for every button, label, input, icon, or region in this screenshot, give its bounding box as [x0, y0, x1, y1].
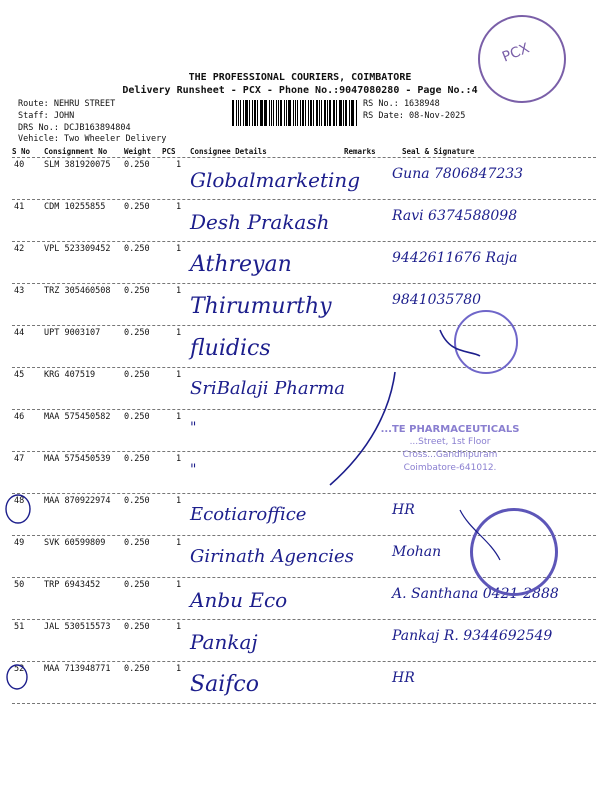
drs-text: DRS No.: DCJB163894804: [18, 123, 131, 133]
row-consignee-handwriting: Desh Prakash: [190, 210, 330, 234]
row-consignee-handwriting: Anbu Eco: [190, 588, 288, 612]
pharma-stamp-line1: ...TE PHARMACEUTICALS: [380, 424, 520, 435]
row-consignee-handwriting: Globalmarketing: [190, 168, 361, 192]
row-consignment-no: MAA 575450582: [44, 412, 111, 422]
row-weight: 0.250: [124, 664, 150, 674]
row-sno: 52: [14, 664, 25, 674]
row-consignee-handwriting: ": [190, 420, 197, 436]
row-consignee-handwriting: Ecotiaroffice: [190, 504, 307, 525]
row-consignment-no: VPL 523309452: [44, 244, 111, 254]
row-consignment-no: MAA 870922974: [44, 496, 111, 506]
row-pcs: 1: [176, 244, 182, 254]
row-signature: Mohan: [392, 544, 442, 560]
row-weight: 0.250: [124, 412, 150, 422]
row-consignee-handwriting: SriBalaji Pharma: [190, 378, 346, 399]
row-weight: 0.250: [124, 580, 150, 590]
row-signature: 9442611676 Raja: [392, 250, 518, 266]
col-consignee: Consignee Details: [190, 147, 267, 156]
rs-number: RS No.: 1638948: [363, 99, 440, 109]
row-weight: 0.250: [124, 244, 150, 254]
row-signature: Ravi 6374588098: [392, 208, 518, 224]
row-consignment-no: SVK 60599809: [44, 538, 106, 548]
row-sno: 49: [14, 538, 25, 548]
row-consignee-handwriting: Pankaj: [190, 630, 258, 654]
row-pcs: 1: [176, 412, 182, 422]
col-remarks: Remarks: [344, 147, 376, 156]
row-pcs: 1: [176, 286, 182, 296]
row-sno: 50: [14, 580, 25, 590]
row-pcs: 1: [176, 202, 182, 212]
col-pcs: PCS: [162, 147, 176, 156]
scribble-line: [330, 372, 395, 485]
row-consignment-no: TRP 6943452: [44, 580, 101, 590]
row-weight: 0.250: [124, 622, 150, 632]
row-signature: A. Santhana 0421-2888: [392, 586, 559, 602]
row-weight: 0.250: [124, 496, 150, 506]
circle-52-mark: [7, 665, 27, 689]
row-consignee-handwriting: Thirumurthy: [190, 294, 332, 319]
row-sno: 44: [14, 328, 25, 338]
rs-date: RS Date: 08-Nov-2025: [363, 111, 466, 121]
signature-scribble-49: [460, 510, 500, 560]
row-signature: HR: [392, 502, 415, 518]
row-consignee-handwriting: ": [190, 462, 197, 478]
row-pcs: 1: [176, 370, 182, 380]
row-pcs: 1: [176, 328, 182, 338]
staff-text: Staff: JOHN: [18, 111, 75, 121]
row-weight: 0.250: [124, 202, 150, 212]
row-consignment-no: TRZ 305460508: [44, 286, 111, 296]
row-weight: 0.250: [124, 538, 150, 548]
route-text: Route: NEHRU STREET: [18, 99, 116, 109]
row-pcs: 1: [176, 454, 182, 464]
row-consignment-no: MAA 575450539: [44, 454, 111, 464]
row-consignment-no: UPT 9003107: [44, 328, 101, 338]
row-sno: 43: [14, 286, 25, 296]
company-title: THE PROFESSIONAL COURIERS, COIMBATORE: [188, 72, 412, 83]
row-consignment-no: JAL 530515573: [44, 622, 111, 632]
col-consignment: Consignment No: [44, 147, 108, 156]
row-sno: 40: [14, 160, 25, 170]
row-pcs: 1: [176, 664, 182, 674]
pharma-stamp-line3: Cross...Gandhipuram: [402, 450, 498, 460]
row-sno: 46: [14, 412, 25, 422]
signature-scribble-44: [440, 330, 480, 356]
row-consignment-no: CDM 10255855: [44, 202, 106, 212]
row-pcs: 1: [176, 580, 182, 590]
pharma-stamp-line4: Coimbatore-641012.: [403, 463, 497, 473]
row-signature: Pankaj R. 9344692549: [392, 628, 553, 644]
row-sno: 48: [14, 496, 25, 506]
col-weight: Weight: [124, 147, 152, 156]
row-signature: HR: [392, 670, 415, 686]
row-weight: 0.250: [124, 286, 150, 296]
row-pcs: 1: [176, 496, 182, 506]
row-weight: 0.250: [124, 370, 150, 380]
circle-48-mark: [6, 495, 30, 523]
row-weight: 0.250: [124, 160, 150, 170]
row-weight: 0.250: [124, 328, 150, 338]
row-weight: 0.250: [124, 454, 150, 464]
row-consignee-handwriting: Saifco: [190, 672, 259, 697]
row-sno: 45: [14, 370, 25, 380]
row-pcs: 1: [176, 538, 182, 548]
col-signature: Seal & Signature: [402, 147, 475, 156]
row-consignment-no: KRG 407519: [44, 370, 96, 380]
vehicle-text: Vehicle: Two Wheeler Delivery: [18, 134, 167, 144]
row-sno: 51: [14, 622, 25, 632]
row-consignee-handwriting: fluidics: [190, 336, 271, 361]
row-consignee-handwriting: Athreyan: [190, 252, 292, 277]
row-signature: 9841035780: [392, 292, 482, 308]
row-sno: 47: [14, 454, 25, 464]
pharma-stamp-line2: ...Street, 1st Floor: [409, 437, 491, 447]
col-sno: S No: [12, 147, 31, 156]
row-consignment-no: MAA 713948771: [44, 664, 111, 674]
row-pcs: 1: [176, 160, 182, 170]
row-consignment-no: SLM 381920075: [44, 160, 111, 170]
row-consignee-handwriting: Girinath Agencies: [190, 546, 354, 567]
row-signature: Guna 7806847233: [392, 166, 524, 182]
row-pcs: 1: [176, 622, 182, 632]
pcx-stamp-text: PCX: [500, 40, 532, 66]
row-sno: 42: [14, 244, 25, 254]
row-sno: 41: [14, 202, 25, 212]
runsheet-subtitle: Delivery Runsheet - PCX - Phone No.:9047080280 - Page No.:4: [122, 85, 478, 96]
